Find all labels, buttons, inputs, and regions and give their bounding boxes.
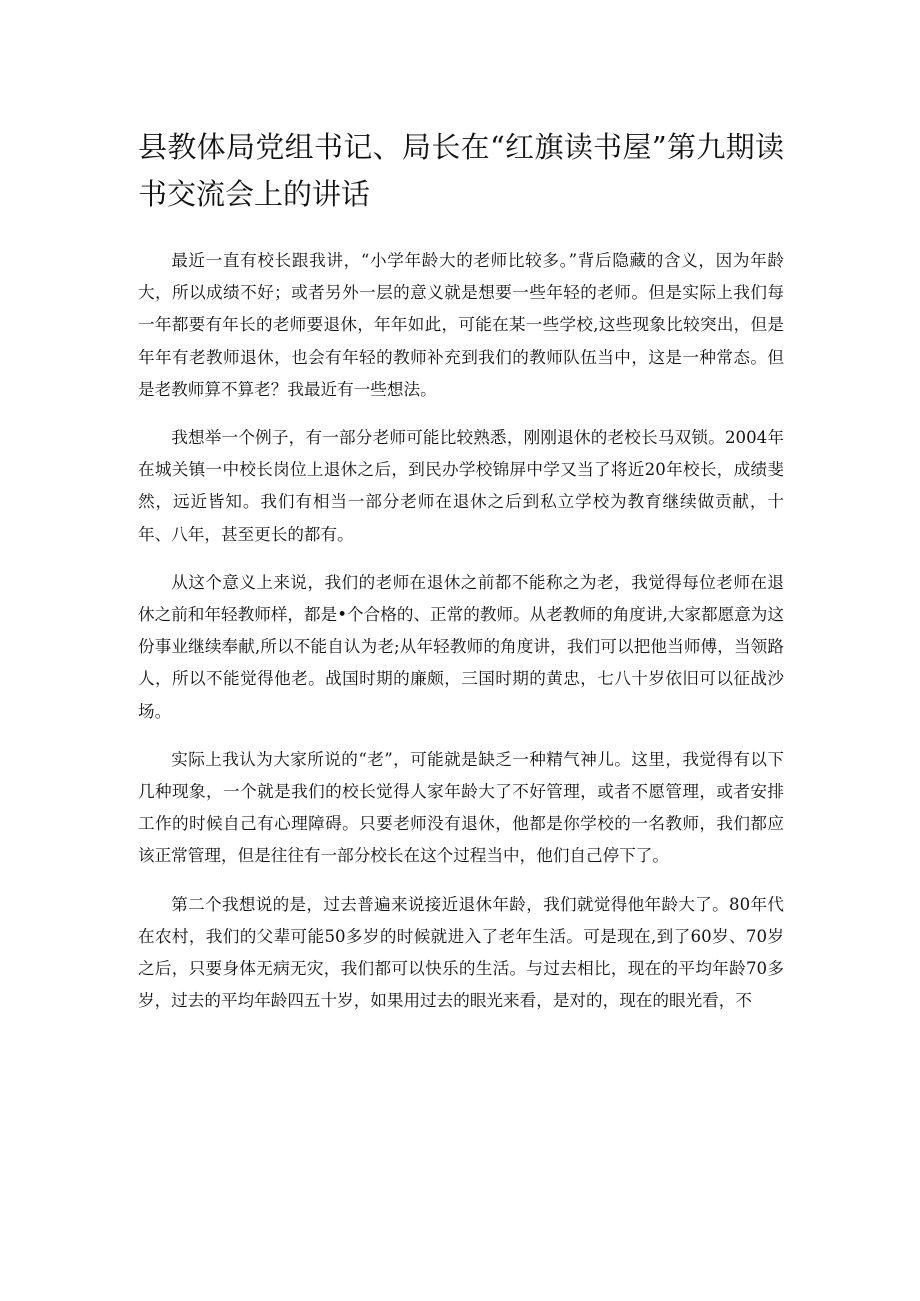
paragraph-5: 第二个我想说的是，过去普遍来说接近退休年龄，我们就觉得他年龄大了。80年代在农村，我们的父辈可能50多岁的时候就进入了老年生活。可是现在,到了60岁、70岁之后，只要身体无病无灾，我们都可以快乐的生活。与过去相比，现在的平均年龄70多岁，过去的平均年龄四五十岁，如果用过去的眼光来看，是对的，现在的眼光看，不 [138, 894, 784, 1011]
paragraph-3: 从这个意义上来说，我们的老师在退休之前都不能称之为老，我觉得每位老师在退休之前和年轻教师样，都是•个合格的、正常的教师。从老教师的角度讲,大家都愿意为这份事业继续奉献,所以不能自认为老;从年轻教师的角度讲，我们可以把他当师傅，当领路人，所以不能觉得他老。战国时期的廉颇，三国时期的黄忠，七八十岁依旧可以征战沙场。 [138, 572, 784, 721]
paragraph-1: 最近一直有校长跟我讲，“小学年龄大的老师比较多。”背后隐藏的含义，因为年龄大，所以成绩不好；或者另外一层的意义就是想要一些年轻的老师。但是实际上我们每一年都要有年长的老师要退休，年年如此，可能在某一些学校,这些现象比较突出，但是年年有老教师退休，也会有年轻的教师补充到我们的教师队伍当中，这是一种常态。但是老教师算不算老？我最近有一些想法。 [138, 251, 784, 399]
document-title: 县教体局党组书记、局长在“红旗读书屋”第九期读书交流会上的讲话 [138, 130, 784, 211]
paragraph-2: 我想举一个例子，有一部分老师可能比较熟悉，刚刚退休的老校长马双锁。2004年在城关镇一中校长岗位上退休之后，到民办学校锦屏中学又当了将近20年校长，成绩斐然，远近皆知。我们有相当一部分老师在退休之后到私立学校为教育继续做贡献，十年、八年，甚至更长的都有。 [138, 428, 784, 544]
paragraph-4: 实际上我认为大家所说的“老”，可能就是缺乏一种精气神儿。这里，我觉得有以下几种现象，一个就是我们的校长觉得人家年龄大了不好管理，或者不愿管理，或者安排工作的时候自己有心理障碍。只要老师没有退休，他都是你学校的一名教师，我们都应该正常管理，但是往往有一部分校长在这个过程当中，他们自己停下了。 [138, 749, 784, 866]
document-page [138, 124, 784, 1033]
